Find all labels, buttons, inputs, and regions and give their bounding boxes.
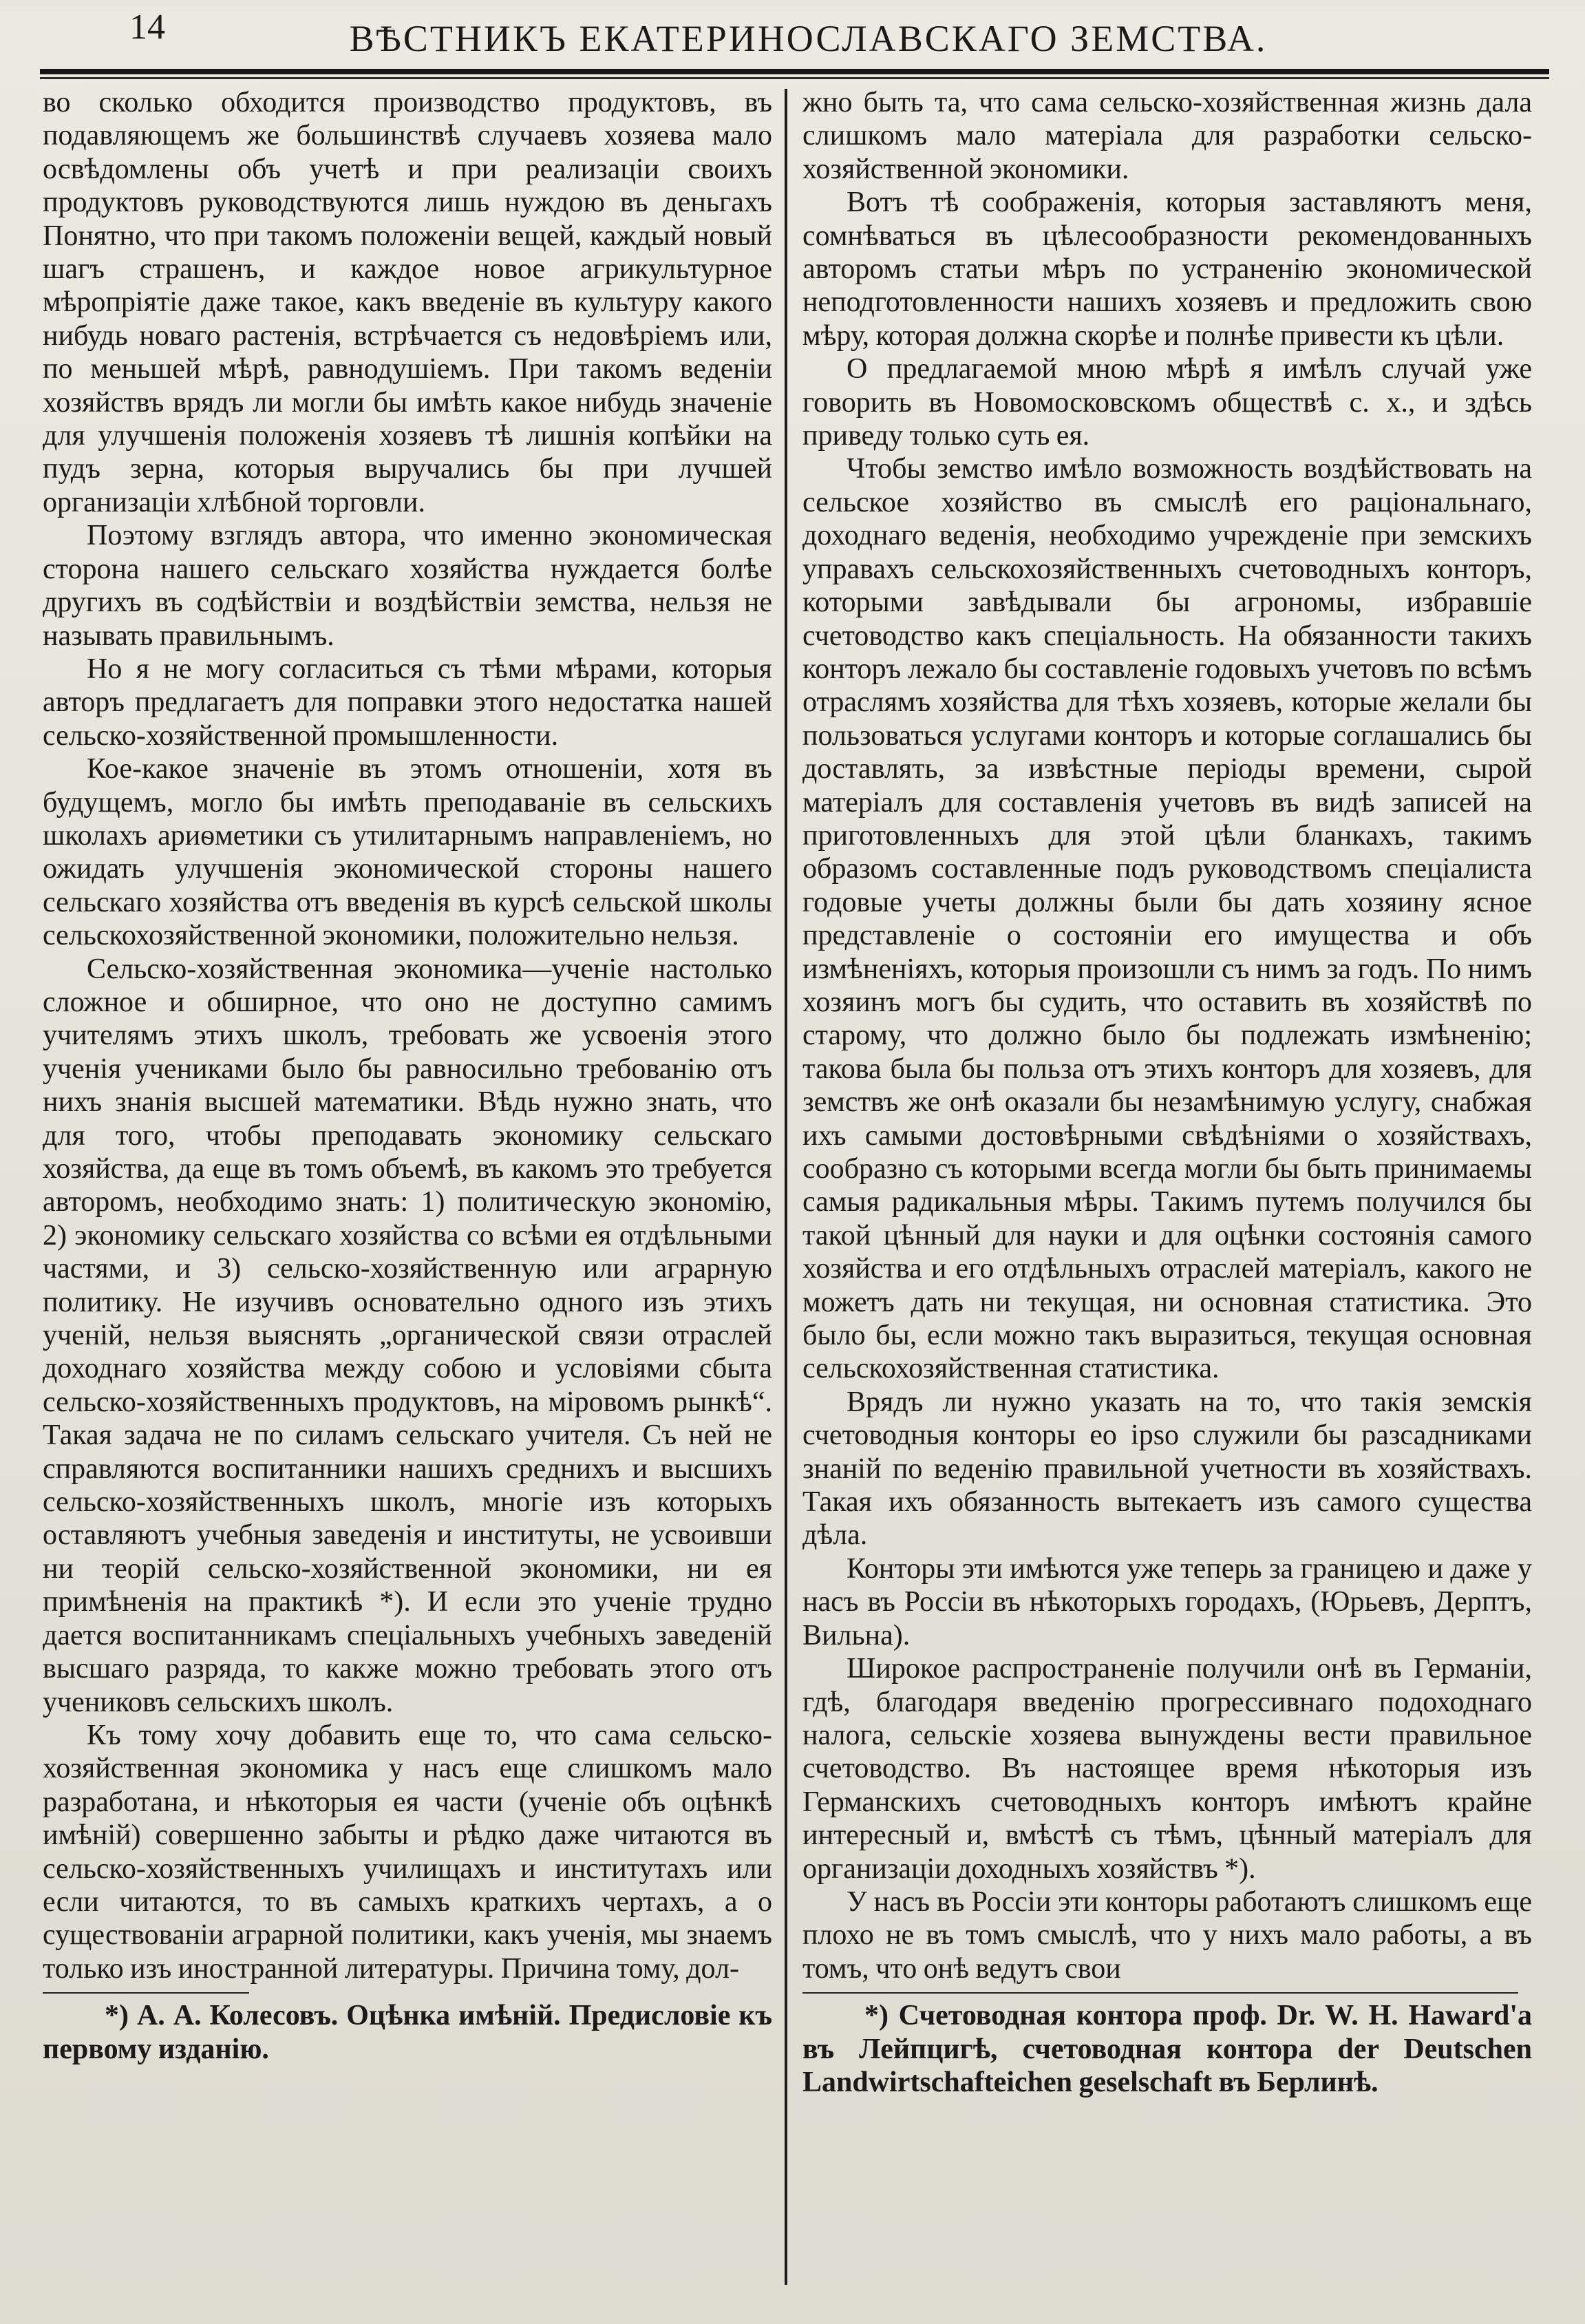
- journal-title: ВѢСТНИКЪ ЕКАТЕРИНОСЛАВСКАГО ЗЕМСТВА.: [349, 18, 1268, 59]
- header-rule-thick: [40, 69, 1549, 74]
- paragraph: Къ тому хочу добавить еще то, что сама сельско-хозяйственная экономика у насъ еще слишкомъ мало разработана, и нѣкоторыя ея части (ученіе объ оцѣнкѣ имѣній) совершенно забыты и рѣдко даже читаются въ сельско-хозяйственныхъ училищахъ и институтахъ или если читаются, то въ самыхъ краткихъ чертахъ, а о существованіи аграрной политики, какъ ученія, мы знаемъ только изъ иностранной литературы. Причина тому, дол-: [43, 1719, 772, 1985]
- footnote: *) Счетоводная контора проф. Dr. W. H. Haward'а въ Лейпцигѣ, счетоводная контора der Deutschen Landwirtschaftеichen geselschaft въ Берлинѣ.: [802, 2000, 1532, 2098]
- text-columns: [40, 86, 1549, 2289]
- paragraph: Широкое распространеніе получили онѣ въ Германіи, гдѣ, благодаря введенію прогрессивнаго подоходнаго налога, сельскіе хозяева вынуждены вести правильное счетоводство. Въ настоящее время нѣкоторыя изъ Германскихъ счетоводныхъ конторъ имѣютъ крайне интересный и, вмѣстѣ съ тѣмъ, цѣнный матеріалъ для организаціи доходныхъ хозяйствъ *).: [802, 1653, 1532, 1885]
- page-number: 14: [129, 8, 165, 47]
- paragraph: Врядъ ли нужно указать на то, что такія земскія счетоводныя конторы ео ipso служили бы разсадниками знаній по веденію правильной учетности въ хозяйствахъ. Такая ихъ обязанность вытекаетъ изъ самого существа дѣла.: [802, 1386, 1532, 1552]
- footnote-rule: [43, 1992, 249, 1994]
- left-column: [40, 86, 785, 2289]
- paragraph: жно быть та, что сама сельско-хозяйственная жизнь дала слишкомъ мало матеріала для разработки сельско-хозяйственной экономики.: [802, 87, 1532, 185]
- right-column: [787, 86, 1532, 2289]
- paragraph: Конторы эти имѣются уже теперь за границею и даже у насъ въ Россіи въ нѣкоторыхъ городахъ, (Юрьевъ, Дерптъ, Вильна).: [802, 1552, 1532, 1651]
- paragraph: Чтобы земство имѣло возможность воздѣйствовать на сельское хозяйство въ смыслѣ его раціональнаго, доходнаго веденія, необходимо учрежденіе при земскихъ управахъ сельскохозяйственныхъ счетоводныхъ конторъ, которыми завѣдывали бы агрономы, избравшіе счетоводство какъ спеціальность. На обязанности такихъ конторъ лежало бы составленіе годовыхъ учетовъ по всѣмъ отраслямъ хозяйства для тѣхъ хозяевъ, которые желали бы пользоваться услугами конторъ и которые соглашались бы доставлять, за извѣстные періоды времени, сырой матеріалъ для составленія учетовъ въ видѣ записей на приготовленныхъ для этой цѣли бланкахъ, такимъ образомъ составленные подъ руководствомъ спеціалиста годовые учеты должны были бы дать хозяину ясное представленіе о состояніи его имущества и объ измѣненіяхъ, которыя произошли съ нимъ за годъ. По нимъ хозяинъ могъ бы судить, что оставить въ хозяйствѣ по старому, что должно было бы подлежать измѣненію; такова была бы польза отъ этихъ конторъ для хозяевъ, для земствъ же онѣ оказали бы незамѣнимую услугу, снабжая ихъ самыми достовѣрными свѣдѣніями о хозяйствахъ, сообразно съ которыми всегда могли бы быть принимаемы самыя радикальныя мѣры. Такимъ путемъ получился бы такой цѣнный для науки и для оцѣнки состоянія самого хозяйства и его отдѣльныхъ отраслей матеріалъ, какого не можетъ дать ни текущая, ни основная статистика. Это было бы, если можно такъ выразиться, текущая основная сельскохозяйственная статистика.: [802, 453, 1532, 1385]
- footnote: *) А. А. Колесовъ. Оцѣнка имѣній. Предисловіе къ первому изданію.: [43, 2000, 772, 2065]
- newspaper-page: [0, 7, 1585, 2324]
- paragraph: во сколько обходится производство продуктовъ, въ подавляющемъ же большинствѣ случаевъ хозяева мало освѣдомлены объ учетѣ и при реализаціи своихъ продуктовъ руководствуются лишь нуждою въ деньгахъ Понятно, что при такомъ положеніи вещей, каждый новый шагъ страшенъ, и каждое новое агрикультурное мѣропріятіе даже такое, какъ введеніе въ культуру какого нибудь новаго растенія, встрѣчается съ недовѣріемъ или, по меньшей мѣрѣ, равнодушіемъ. При такомъ веденіи хозяйствъ врядъ ли могли бы имѣть какое нибудь значеніе для улучшенія положенія хозяевъ тѣ лишнія копѣйки на пудъ зерна, которыя выручались бы при лучшей организаціи хлѣбной торговли.: [43, 87, 772, 518]
- paragraph: Сельско-хозяйственная экономика—ученіе настолько сложное и обширное, что оно не доступно самимъ учителямъ этихъ школъ, требовать же усвоенія этого ученія учениками было бы равносильно требованію отъ нихъ знанія высшей математики. Вѣдь нужно знать, что для того, чтобы преподавать экономику сельскаго хозяйства, да еще въ томъ объемѣ, въ какомъ это требуется авторомъ, необходимо знать: 1) политическую экономію, 2) экономику сельскаго хозяйства со всѣми ея отдѣльными частями, и 3) сельско-хозяйственную или аграрную политику. Не изучивъ основательно одного изъ этихъ ученій, нельзя выяснять „органической связи отраслей доходнаго хозяйства между собою и условіями сбыта сельско-хозяйственныхъ продуктовъ, на міровомъ рынкѣ“. Такая задача не по силамъ сельскаго учителя. Съ ней не справляются воспитанники нашихъ среднихъ и высшихъ сельско-хозяйственныхъ школъ, многіе изъ которыхъ оставляютъ учебныя заведенія и институты, не усвоивши ни теорій сельско-хозяйственной экономики, ни ея примѣненія на практикѣ *). И если это ученіе трудно дается воспитанникамъ спеціальныхъ учебныхъ заведеній высшаго разряда, то какже можно требовать этого отъ учениковъ сельскихъ школъ.: [43, 953, 772, 1718]
- header-rule-thin: [40, 77, 1549, 79]
- paragraph: Поэтому взглядъ автора, что именно экономическая сторона нашего сельскаго хозяйства нуждается болѣе другихъ въ содѣйствіи и воздѣйствіи земства, нельзя не называть правильнымъ.: [43, 520, 772, 652]
- paragraph: О предлагаемой мною мѣрѣ я имѣлъ случай уже говорить въ Новомосковскомъ обществѣ с. х., и здѣсь приведу только суть ея.: [802, 353, 1532, 452]
- paragraph: Кое-какое значеніе въ этомъ отношеніи, хотя въ будущемъ, могло бы имѣть преподаваніе въ сельскихъ школахъ ариѳметики съ утилитарнымъ направленіемъ, но ожидать улучшенія экономической стороны нашего сельскаго хозяйства отъ введенія въ курсѣ сельской школы сельскохозяйственной экономики, положительно нельзя.: [43, 753, 772, 952]
- page-header: [40, 7, 1549, 61]
- paragraph: У насъ въ Россіи эти конторы работаютъ слишкомъ еще плохо не въ томъ смыслѣ, что у нихъ мало работы, а въ томъ, что онѣ ведутъ свои: [802, 1885, 1532, 1985]
- paragraph: Но я не могу согласиться съ тѣми мѣрами, которыя авторъ предлагаетъ для поправки этого недостатка нашей сельско-хозяйственной промышленности.: [43, 653, 772, 752]
- paragraph: Вотъ тѣ соображенія, которыя заставляютъ меня, сомнѣваться въ цѣлесообразности рекомендованныхъ авторомъ статьи мѣръ по устраненію экономической неподготовленности нашихъ хозяевъ и предложить свою мѣру, которая должна скорѣе и полнѣе привести къ цѣли.: [802, 187, 1532, 352]
- footnote-rule: [802, 1992, 1518, 1994]
